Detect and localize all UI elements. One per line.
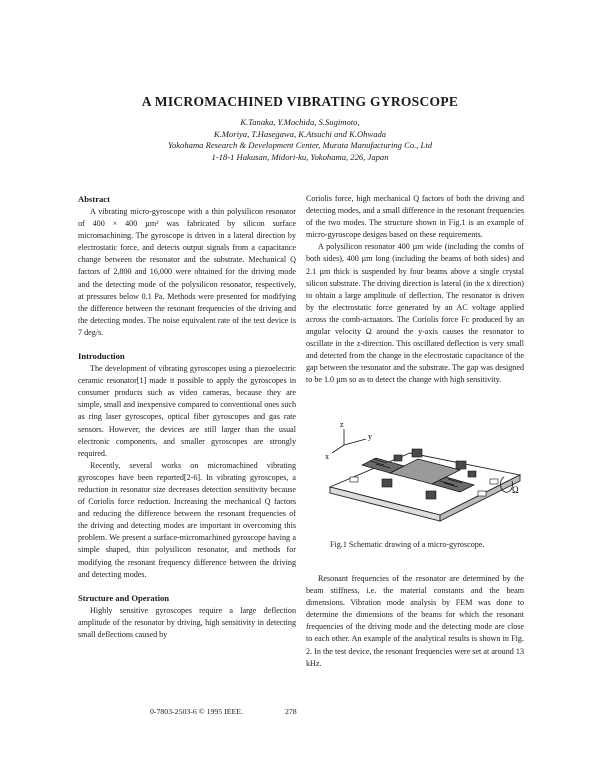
coordinate-axes xyxy=(332,429,366,453)
author-names: K.Tanaka, Y.Mochida, S.Sugimoto, xyxy=(240,117,360,127)
abstract-heading: Abstract xyxy=(78,194,110,204)
right-column-lower xyxy=(306,573,524,670)
author-block xyxy=(100,117,500,163)
author-affiliation: Yokohama Research & Development Center, Murata Manufacturing Co., Ltd xyxy=(167,140,433,150)
structure-paragraph: Highly sensitive gyroscopes require a large deflection amplitude of the resonator by driving, high sensitivity in detecting small deflections caused by xyxy=(78,605,296,639)
structure-heading: Structure and Operation xyxy=(78,592,170,603)
author-names-2: K.Moriya, T.Hasegawa, K.Atsuchi and K.Ohwada xyxy=(213,128,387,139)
paper-title: A MICROMACHINED VIBRATING GYROSCOPE xyxy=(141,94,459,109)
copyright-code: 0-7803-2503-6 © 1995 IEEE. xyxy=(150,707,243,716)
abstract-text: A vibrating micro-gyroscope with a thin polysilicon resonator of 400 × 400 µm² was fabricated by silicon surface micromachining. The gyroscope is driven in a lateral direction by electrostatic force, and detects output signals from a capacitance change between the resonator and the substrate. Mechanical Q factors of 2,800 and 16,000 were obtained for the driving mode and the detecting mode of the polysilicon resonator, respectively, at pressures below 0.1 Pa. Methods were presented for modifying the difference between the resonant frequencies of the driving and the detecting modes. The noise equivalent rate of the test device is 7 deg/s. xyxy=(78,207,296,337)
axis-label-y: y xyxy=(368,432,372,441)
page-footer xyxy=(150,707,297,716)
figure-1-caption: Fig.1 Schematic drawing of a micro-gyroscope. xyxy=(330,540,485,549)
axis-label-x: x xyxy=(325,452,329,461)
author-address: 1-18-1 Hakusan, Midori-ku, Yokohama, 226, Japan xyxy=(211,151,389,162)
axis-label-z: z xyxy=(340,420,344,429)
page-number: 278 xyxy=(284,707,297,716)
right-paragraph: Resonant frequencies of the resonator are determined by the beam stiffness, i.e. the material constants and the beam dimensions. Vibration mode analysis by FEM was done to determine the dimensions of the beams for which the resonant frequencies of the driving mode and the detecting mode are close to each other. An example of the analytical results is shown in Fig. 2. In the test device, the resonant frequencies were set at around 13 kHz. xyxy=(306,574,524,668)
left-column xyxy=(78,193,296,641)
gyroscope-schematic xyxy=(320,415,528,525)
figure-1-gyroscope-drawing xyxy=(320,415,528,525)
omega-label: Ω xyxy=(512,485,519,495)
right-column xyxy=(306,193,524,387)
right-paragraph: Coriolis force, high mechanical Q factors of both the driving and detecting modes, and a small difference in the resonant frequencies of the two modes. The structure shown in Fig.1 is an example of micro-gyroscope designs based on these requirements. xyxy=(306,194,524,240)
introduction-paragraph: The development of vibrating gyroscopes using a piezoelectric ceramic resonator[1] made it possible to apply the gyroscopes in consumer products such as video cameras, because they are simple, small and inexpensive compared to conventional ones such as ring laser gyroscopes, optical fiber gyroscopes and gas rate sensors. However, the devices are still larger than the usual electronic components, and smaller gyroscopes are strongly required. xyxy=(78,364,296,458)
introduction-paragraph: Recently, several works on micromachined vibrating gyroscopes have been reported[2-6]. In vibrating gyroscopes, a reduction in resonator size decreases detection sensitivity because of Coriolis force reduction. Increasing the mechanical Q factors and reducing the difference between the resonant frequencies of the driving and detecting modes are important in overcoming this problem. We present a surface-micromachined gyroscope having a simple shaped, thin polysilicon resonator, and methods for modifying the resonant frequency difference between the driving and detecting modes. xyxy=(78,460,296,579)
introduction-heading: Introduction xyxy=(78,351,125,362)
right-paragraph: A polysilicon resonator 400 µm wide (including the combs of both sides), 400 µm long (including the beams of both sides) and 2.1 µm thick is suspended by four beams above a single crystal silicon substrate. The driving direction is lateral (in the x direction) to obtain a large amplitude of deflection. The resonator is driven by the electrostatic force generated by an AC voltage applied across the comb-actuators. The Coriolis force Fc produced by an angular velocity Ω around the y-axis causes the resonator to oscillate in the z-direction. This oscillated deflection is very small and detected from the change in the electrostatic capacitance of the gap between the resonator and the substrate. The gap was designed to be 1.0 µm so as to detect the change with high sensitivity. xyxy=(306,242,524,385)
